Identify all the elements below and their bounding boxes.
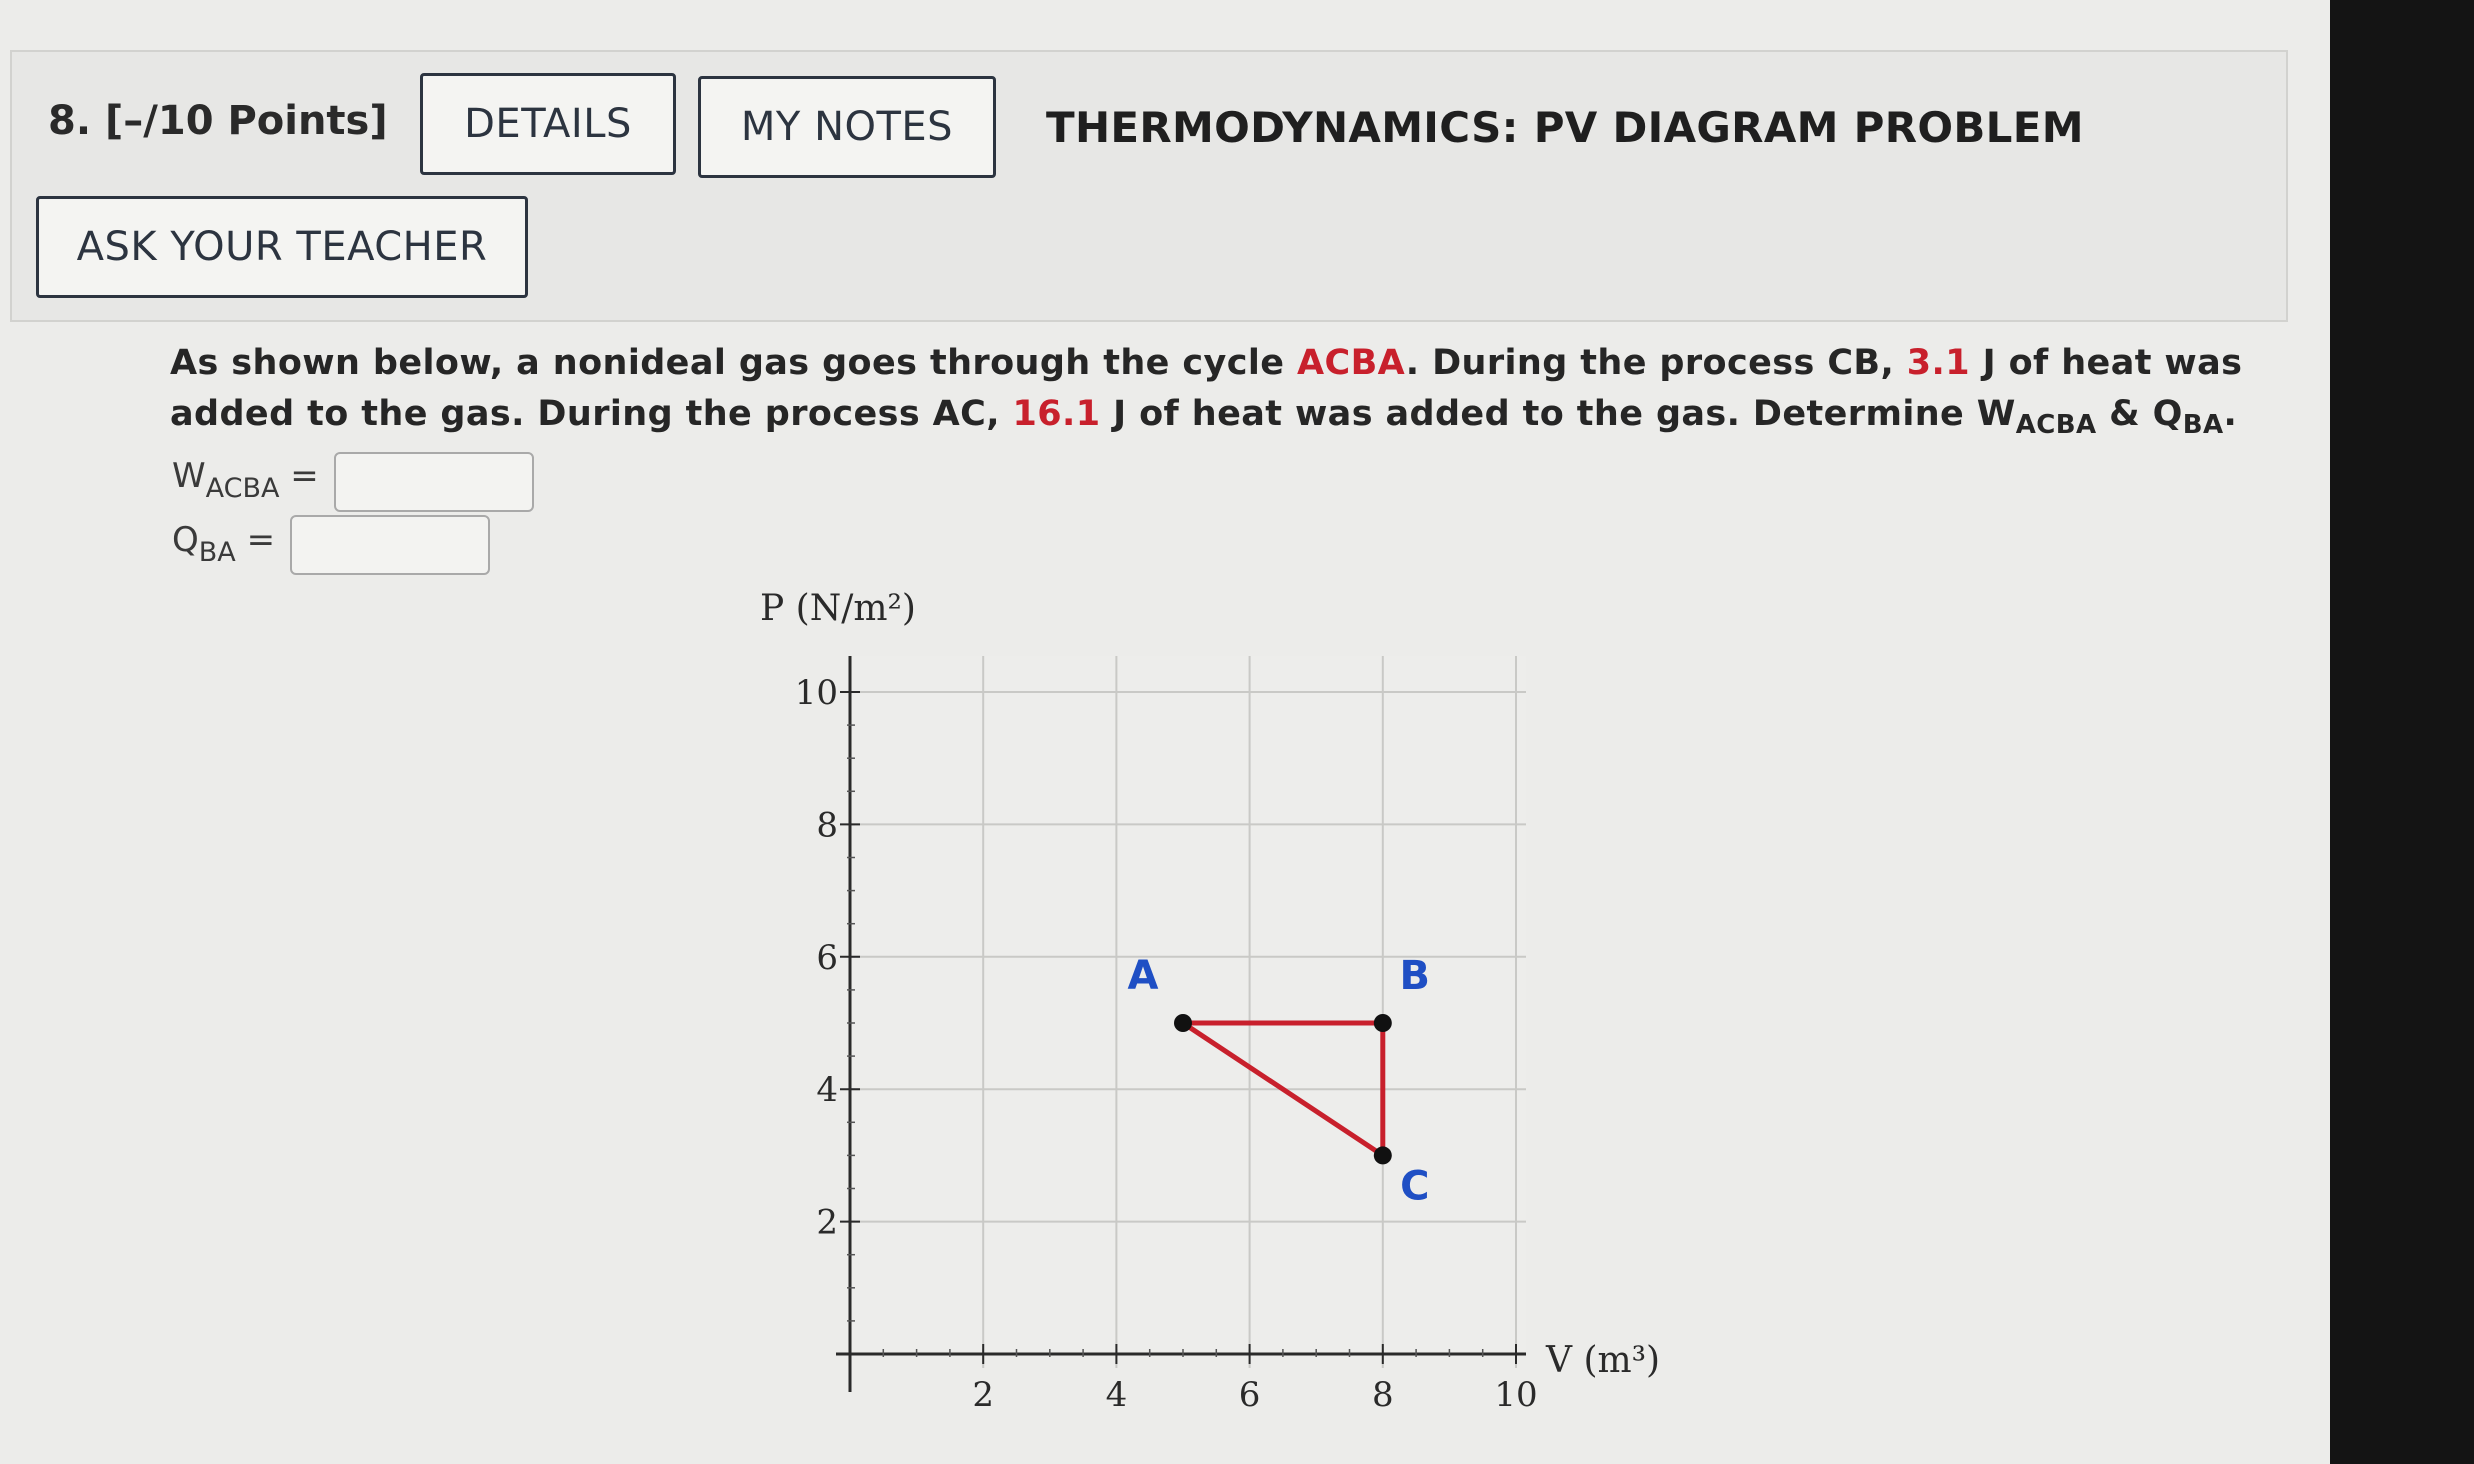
prompt-w-subscript: ACBA	[2015, 410, 2097, 440]
q-label-main: Q	[172, 520, 199, 560]
x-tick-label: 4	[1105, 1375, 1128, 1415]
prompt-text: & Q	[2096, 394, 2183, 434]
y-tick-label: 10	[794, 673, 838, 713]
y-tick-label: 8	[816, 805, 838, 846]
w-label-main: W	[172, 456, 206, 496]
point-label-c: C	[1400, 1163, 1430, 1210]
chart-grid	[850, 656, 1526, 1368]
w-label-eq: =	[279, 456, 319, 496]
prompt-cycle: ACBA	[1297, 343, 1406, 383]
q-label-eq: =	[235, 520, 276, 560]
x-tick-label: 6	[1238, 1375, 1261, 1415]
x-tick-label: 10	[1494, 1375, 1538, 1415]
point-label-a: A	[1127, 953, 1159, 999]
question-points: [–/10 Points]	[104, 98, 388, 144]
prompt-q-subscript: BA	[2182, 410, 2224, 440]
y-tick-label: 2	[816, 1202, 838, 1243]
prompt-text: J of heat was added to the gas. Determine W	[1100, 394, 2016, 434]
my-notes-button[interactable]: MY NOTES	[698, 76, 996, 178]
question-title: THERMODYNAMICS: PV DIAGRAM PROBLEM	[1046, 103, 2084, 152]
x-tick-label: 2	[972, 1375, 995, 1415]
details-button[interactable]: DETAILS	[420, 73, 676, 175]
prompt-text: . During the process CB,	[1405, 343, 1907, 383]
point-label-b: B	[1399, 953, 1431, 999]
state-point-b	[1374, 1014, 1392, 1032]
question-number-text: 8.	[48, 98, 92, 144]
prompt-text: .	[2223, 394, 2238, 434]
state-point-a	[1174, 1014, 1192, 1032]
plot-area	[850, 656, 1526, 1354]
prompt-text: J of heat was added to the gas. During the process AC,	[170, 343, 2243, 434]
x-axis-label: V (m³)	[1546, 1340, 1661, 1381]
y-tick-label: 4	[816, 1070, 838, 1111]
prompt-heat-ac: 16.1	[1012, 394, 1101, 434]
q-label-sub: BA	[198, 537, 236, 568]
monitor-bezel	[2330, 0, 2474, 1464]
y-tick-label: 6	[816, 937, 838, 978]
prompt-heat-cb: 3.1	[1906, 343, 1970, 383]
y-axis-label: P (N/m²)	[760, 588, 916, 629]
x-tick-label: 8	[1371, 1375, 1394, 1415]
w-label-sub: ACBA	[205, 473, 280, 504]
prompt-text: As shown below, a nonideal gas goes through the cycle	[170, 343, 1297, 383]
ask-your-teacher-button[interactable]: ASK YOUR TEACHER	[36, 196, 528, 298]
state-point-c	[1374, 1146, 1392, 1164]
